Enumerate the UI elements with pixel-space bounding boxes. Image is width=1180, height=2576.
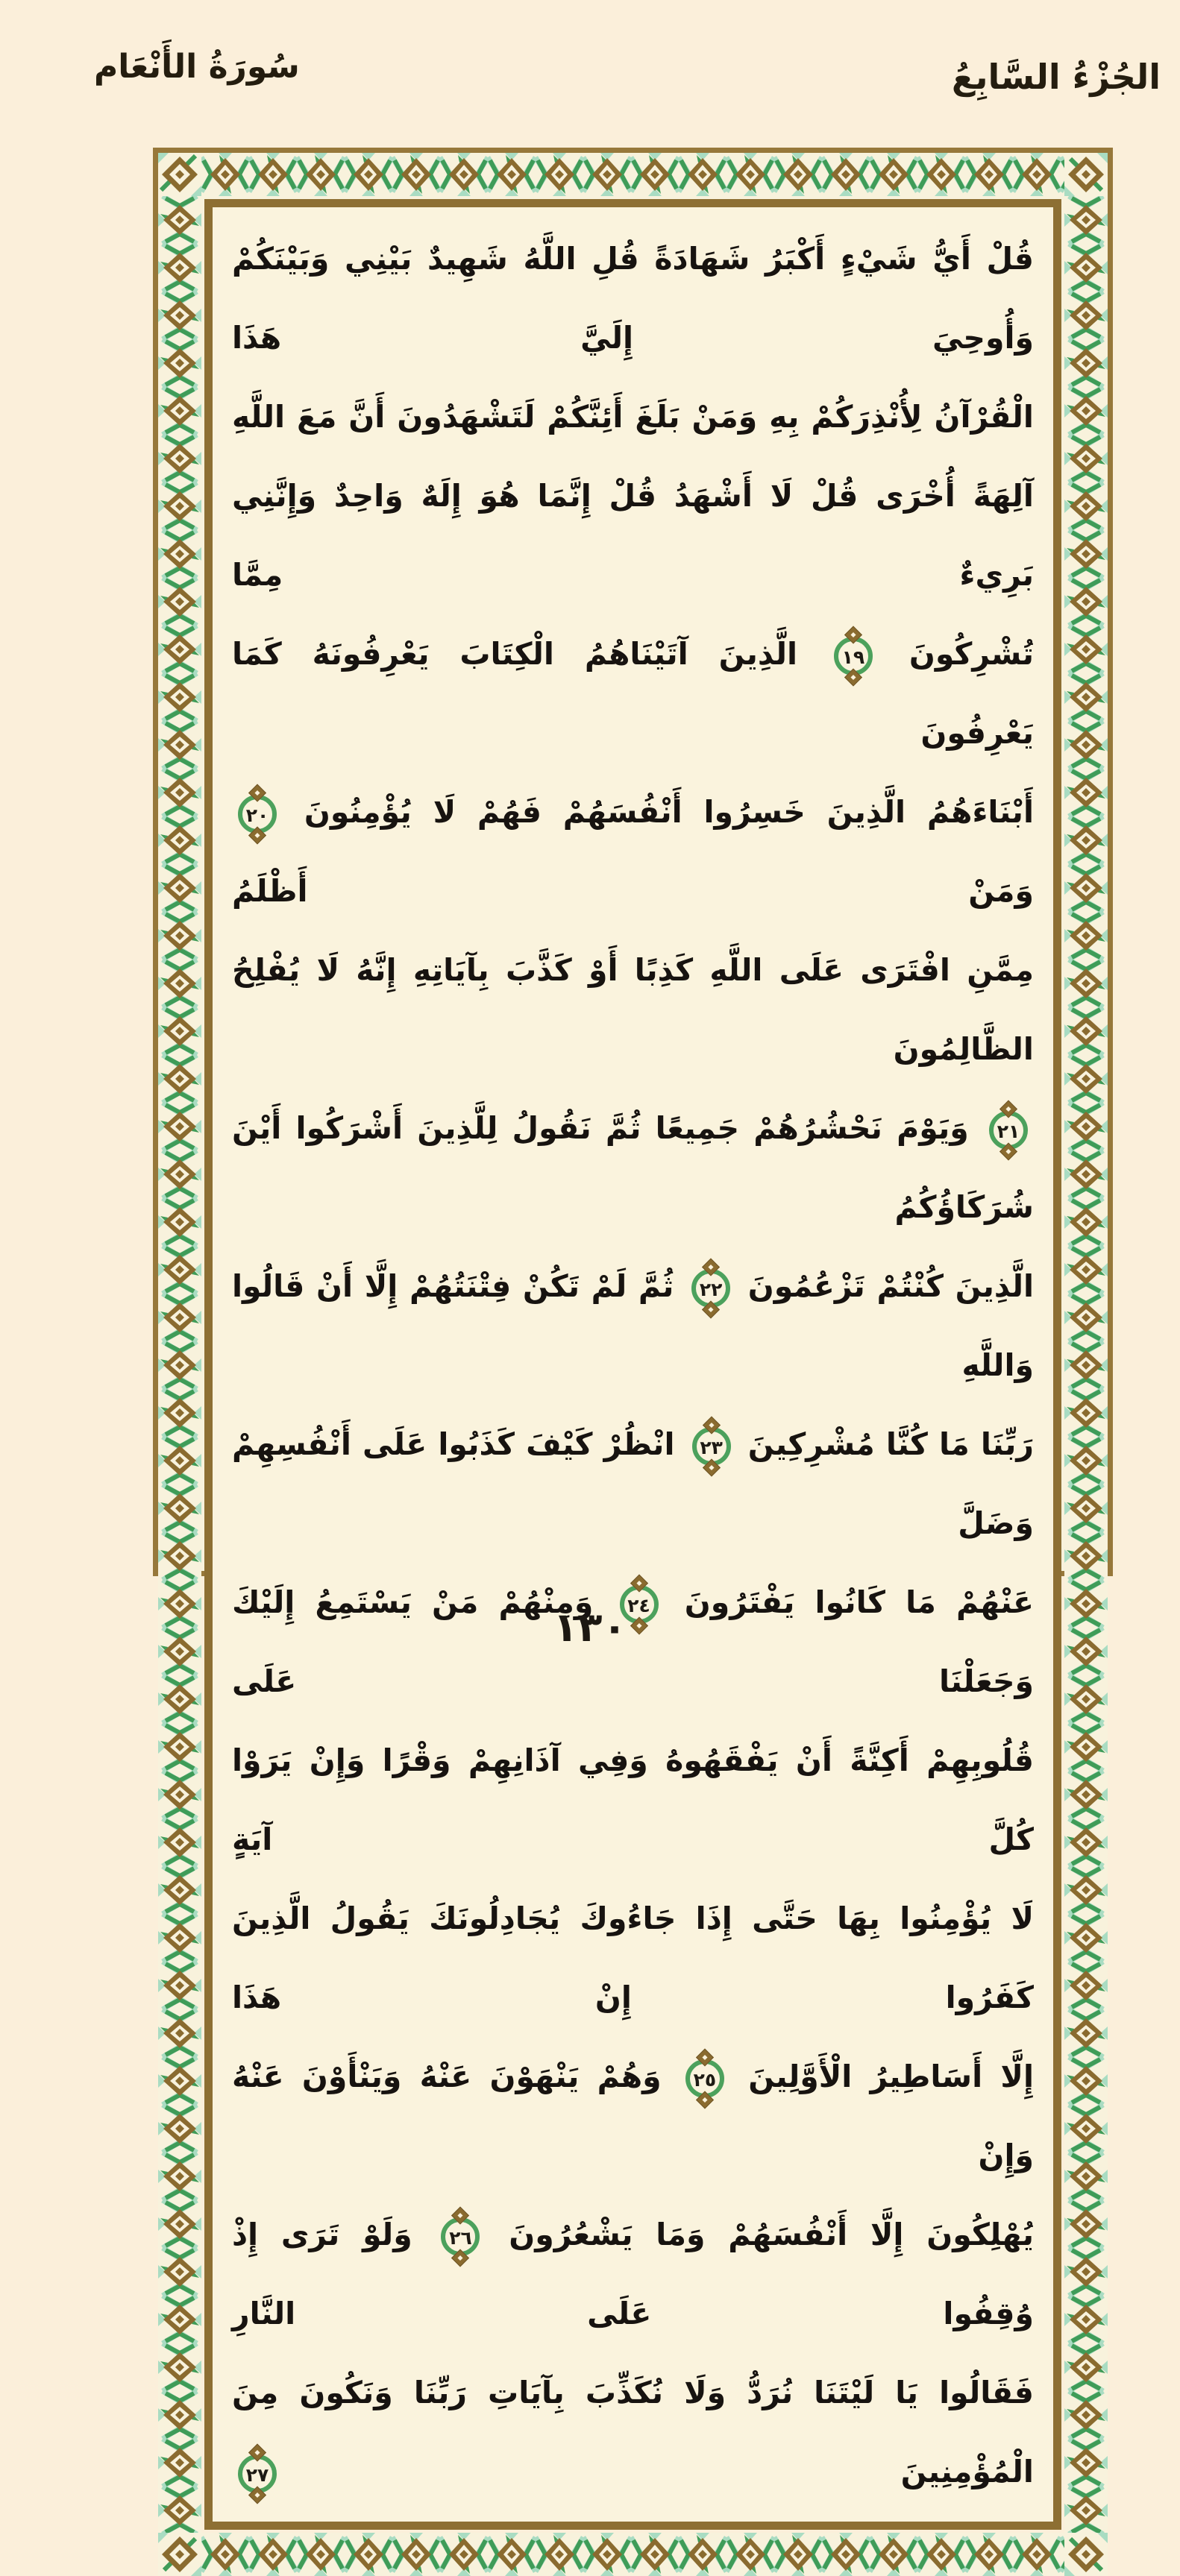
ayah-text: ثُمَّ لَمْ تَكُنْ فِتْنَتُهُمْ إِلَّا أَنْ قَالُوا وَاللَّهِ	[232, 1268, 1034, 1383]
text-area	[232, 219, 1034, 2511]
ayah-text: وَيَوْمَ نَحْشُرُهُمْ جَمِيعًا ثُمَّ نَقُولُ لِلَّذِينَ أَشْرَكُوا أَيْنَ شُرَكَاؤُكُمُ	[232, 1110, 1034, 1225]
verse-number: ١٩	[841, 646, 865, 668]
verse-number: ٢٣	[700, 1436, 723, 1458]
frame-corner-top-right-icon	[158, 153, 201, 196]
marker-finial-icon	[451, 2249, 469, 2267]
ayah-text: وَلَوْ تَرَى إِذْ وُقِفُوا عَلَى النَّارِ	[232, 2217, 1034, 2331]
marker-finial-icon	[696, 2091, 714, 2109]
quran-line-7	[232, 1089, 1034, 1247]
frame-border-left	[1064, 196, 1108, 2533]
quran-line-9	[232, 1405, 1034, 1563]
verse-marker	[238, 2454, 277, 2493]
quran-line-14	[232, 2195, 1034, 2353]
verse-marker	[834, 637, 873, 676]
verse-marker	[692, 1427, 731, 1466]
quran-line-15	[232, 2353, 1034, 2511]
marker-finial-icon	[248, 784, 266, 802]
quran-line-5	[232, 772, 1034, 930]
ayah-text: أَبْنَاءَهُمُ الَّذِينَ خَسِرُوا أَنْفُسَهُمْ فَهُمْ لَا يُؤْمِنُونَ	[304, 794, 1034, 830]
verse-number: ٢٢	[699, 1278, 723, 1300]
ayah-text: لَا يُؤْمِنُوا بِهَا حَتَّى إِذَا جَاءُوكَ يُجَادِلُونَكَ يَقُولُ الَّذِينَ كَفَرُوا إِنْ هَذَا	[232, 1900, 1034, 2015]
ayah-text: الَّذِينَ كُنْتُمْ تَزْعُمُونَ	[747, 1268, 1035, 1304]
quran-line-8	[232, 1247, 1034, 1405]
quran-line-13	[232, 2037, 1034, 2195]
text-panel	[204, 199, 1061, 2530]
verse-number: ٢٤	[627, 1594, 650, 1616]
ayah-text: انْظُرْ كَيْفَ كَذَبُوا عَلَى أَنْفُسِهِمْ وَضَلَّ	[232, 1426, 1034, 1541]
ayah-text: الْقُرْآنُ لِأُنْذِرَكُمْ بِهِ وَمَنْ بَلَغَ أَئِنَّكُمْ لَتَشْهَدُونَ أَنَّ مَعَ اللَّهِ	[232, 399, 1034, 435]
verse-marker	[989, 1111, 1028, 1150]
marker-finial-icon	[248, 2486, 266, 2504]
marker-finial-icon	[630, 1574, 648, 1592]
ayah-text: الَّذِينَ آتَيْنَاهُمُ الْكِتَابَ يَعْرِفُونَهُ كَمَا يَعْرِفُونَ	[232, 636, 1034, 751]
marker-finial-icon	[248, 826, 266, 844]
ayah-text: رَبِّنَا مَا كُنَّا مُشْرِكِينَ	[747, 1426, 1035, 1462]
frame-border-top	[201, 153, 1064, 196]
surah-title: سُورَةُ الأَنْعَام	[94, 48, 300, 86]
ayah-text: تُشْرِكُونَ	[908, 636, 1034, 672]
ayah-text: فَقَالُوا يَا لَيْتَنَا نُرَدُّ وَلَا نُكَذِّبَ بِآيَاتِ رَبِّنَا وَنَكُونَ مِنَ الْمُؤْمِنِينَ	[232, 2375, 1034, 2490]
verse-number: ٢٥	[693, 2068, 717, 2091]
marker-finial-icon	[703, 1458, 721, 1476]
verse-marker	[691, 1269, 730, 1308]
marker-finial-icon	[999, 1100, 1017, 1118]
verse-marker	[238, 795, 277, 834]
verse-marker	[685, 2059, 724, 2098]
ayah-text: إِلَّا أَسَاطِيرُ الْأَوَّلِينَ	[748, 2059, 1035, 2094]
ayah-text: عَنْهُمْ مَا كَانُوا يَفْتَرُونَ	[684, 1584, 1034, 1620]
ayah-text: آلِهَةً أُخْرَى قُلْ لَا أَشْهَدُ قُلْ إِنَّمَا هُوَ إِلَهٌ وَاحِدٌ وَإِنَّنِي بَرِيءٌ مِمَّا	[232, 478, 1034, 593]
quran-line-6	[232, 930, 1034, 1089]
frame-corner-bottom-right-icon	[158, 2533, 201, 2576]
marker-finial-icon	[702, 1300, 720, 1318]
marker-finial-icon	[703, 1416, 721, 1434]
marker-finial-icon	[999, 1142, 1017, 1160]
frame-corner-bottom-left-icon	[1064, 2533, 1108, 2576]
marker-finial-icon	[844, 668, 862, 686]
marker-finial-icon	[451, 2206, 469, 2224]
ayah-text: مِمَّنِ افْتَرَى عَلَى اللَّهِ كَذِبًا أَوْ كَذَّبَ بِآيَاتِهِ إِنَّهُ لَا يُفْلِحُ الظَّالِمُونَ	[232, 952, 1034, 1067]
ayah-text: قُلُوبِهِمْ أَكِنَّةً أَنْ يَفْقَهُوهُ وَفِي آذَانِهِمْ وَقْرًا وَإِنْ يَرَوْا كُلَّ آيَةٍ	[232, 1742, 1034, 1857]
quran-line-2	[232, 377, 1034, 456]
quran-line-12	[232, 1879, 1034, 2037]
verse-number: ٢١	[997, 1120, 1020, 1142]
frame-border-right	[158, 196, 201, 2533]
verse-marker	[441, 2217, 480, 2256]
quran-line-3	[232, 456, 1034, 614]
quran-line-11	[232, 1721, 1034, 1879]
marker-finial-icon	[696, 2048, 714, 2066]
marker-finial-icon	[702, 1258, 720, 1276]
ayah-text: وَهُمْ يَنْهَوْنَ عَنْهُ وَيَنْأَوْنَ عَنْهُ وَإِنْ	[232, 2059, 1034, 2173]
marker-finial-icon	[844, 626, 862, 643]
frame-corner-top-left-icon	[1064, 153, 1108, 196]
verse-number: ٢٦	[449, 2226, 472, 2249]
ayah-text: وَمَنْ أَظْلَمُ	[232, 873, 1034, 909]
ayah-text: يُهْلِكُونَ إِلَّا أَنْفُسَهُمْ وَمَا يَشْعُرُونَ	[509, 2217, 1034, 2252]
ayah-text: وَمِنْهُمْ مَنْ يَسْتَمِعُ إِلَيْكَ وَجَعَلْنَا عَلَى	[232, 1584, 1034, 1699]
ayah-text: قُلْ أَيُّ شَيْءٍ أَكْبَرُ شَهَادَةً قُلِ اللَّهُ شَهِيدٌ بَيْنِي وَبَيْنَكُمْ وَأُوحِيَ إِلَيَّ هَذَا	[232, 241, 1034, 356]
quran-line-4	[232, 614, 1034, 772]
marker-finial-icon	[248, 2443, 266, 2461]
verse-number: ٢٠	[245, 804, 269, 826]
juz-title: الجُزْءُ السَّابِعُ	[951, 57, 1161, 97]
frame-border-bottom	[201, 2533, 1064, 2576]
verse-number: ٢٧	[245, 2463, 269, 2486]
page-number: ١٣٠	[553, 1604, 627, 1651]
quran-line-1	[232, 219, 1034, 377]
